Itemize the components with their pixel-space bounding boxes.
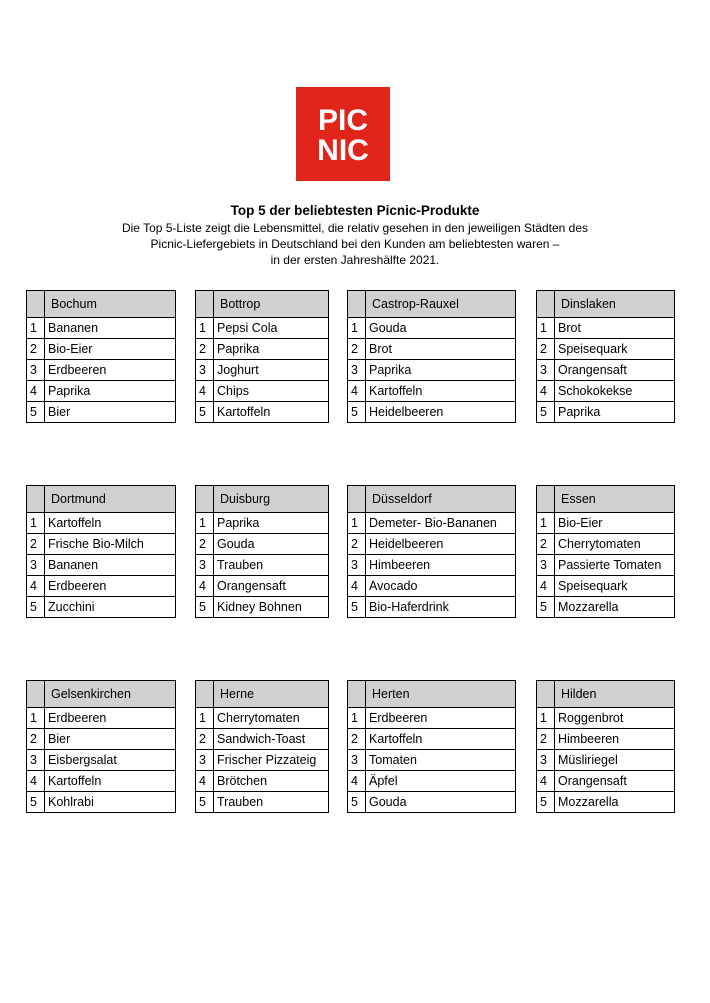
table-row: [27, 513, 176, 534]
product-name: Kartoffeln: [366, 729, 516, 750]
product-name: Heidelbeeren: [366, 534, 516, 555]
product-name: Eisbergsalat: [45, 750, 176, 771]
product-name: Gouda: [366, 792, 516, 813]
product-name: Kohlrabi: [45, 792, 176, 813]
city-table: [195, 680, 329, 813]
table-row: [537, 708, 675, 729]
rank-number: 5: [537, 402, 555, 423]
table-row: [348, 708, 516, 729]
table-row: [537, 792, 675, 813]
product-name: Joghurt: [214, 360, 329, 381]
rank-number: 3: [27, 360, 45, 381]
product-name: Tomaten: [366, 750, 516, 771]
rank-number: 5: [348, 402, 366, 423]
city-name: Herten: [366, 681, 516, 708]
table-corner-cell: [537, 681, 555, 708]
rank-number: 2: [27, 339, 45, 360]
city-table: [26, 680, 176, 813]
table-row: [27, 534, 176, 555]
rank-number: 1: [196, 318, 214, 339]
product-name: Gouda: [214, 534, 329, 555]
city-name: Dinslaken: [555, 291, 675, 318]
table-row: [27, 750, 176, 771]
product-name: Kartoffeln: [214, 402, 329, 423]
table-corner-cell: [27, 681, 45, 708]
city-table: [347, 680, 516, 813]
page-description: Die Top 5-Liste zeigt die Lebensmittel, die relativ gesehen in den jeweiligen Städten des Picnic-Liefergebiets in Deutschland bei den Kunden am beliebtesten waren – in der ersten Jahreshälfte 2021.: [121, 221, 589, 267]
table-row: [537, 576, 675, 597]
heading-block: [0, 203, 710, 268]
city-table: [195, 290, 329, 423]
logo-line-2: NIC: [317, 134, 369, 167]
rank-number: 2: [27, 534, 45, 555]
table-row: [196, 381, 329, 402]
table-corner-cell: [537, 486, 555, 513]
rank-number: 5: [348, 792, 366, 813]
table-row: [196, 513, 329, 534]
rank-number: 5: [27, 402, 45, 423]
table-row: [537, 402, 675, 423]
rank-number: 3: [348, 555, 366, 576]
table-row: [196, 402, 329, 423]
table-row: [27, 555, 176, 576]
rank-number: 1: [348, 708, 366, 729]
table-row: [196, 576, 329, 597]
table-row: [196, 339, 329, 360]
table-row: [196, 597, 329, 618]
product-name: Chips: [214, 381, 329, 402]
table-row: [537, 771, 675, 792]
table-row: [348, 771, 516, 792]
rank-number: 4: [348, 576, 366, 597]
product-name: Bananen: [45, 555, 176, 576]
table-row: [27, 576, 176, 597]
product-name: Orangensaft: [555, 771, 675, 792]
table-row: [537, 729, 675, 750]
rank-number: 2: [196, 534, 214, 555]
rank-number: 1: [537, 513, 555, 534]
table-row: [348, 750, 516, 771]
rank-number: 1: [537, 318, 555, 339]
product-name: Kartoffeln: [45, 771, 176, 792]
product-name: Bio-Haferdrink: [366, 597, 516, 618]
city-name: Bochum: [45, 291, 176, 318]
product-name: Paprika: [555, 402, 675, 423]
city-name: Düsseldorf: [366, 486, 516, 513]
table-row: [27, 339, 176, 360]
city-table: [347, 290, 516, 423]
product-name: Erdbeeren: [45, 576, 176, 597]
rank-number: 4: [348, 771, 366, 792]
table-corner-cell: [348, 291, 366, 318]
product-name: Brot: [555, 318, 675, 339]
product-name: Gouda: [366, 318, 516, 339]
rank-number: 5: [196, 597, 214, 618]
table-row: [196, 729, 329, 750]
table-row: [27, 708, 176, 729]
rank-number: 4: [537, 381, 555, 402]
table-row: [537, 318, 675, 339]
product-name: Himbeeren: [366, 555, 516, 576]
product-name: Frische Bio-Milch: [45, 534, 176, 555]
city-name: Herne: [214, 681, 329, 708]
table-row: [537, 534, 675, 555]
rank-number: 5: [27, 792, 45, 813]
table-row: [348, 576, 516, 597]
city-table: [26, 290, 176, 423]
logo-line-1: PIC: [317, 104, 369, 137]
city-table: [536, 680, 675, 813]
city-table: [195, 485, 329, 618]
product-name: Kartoffeln: [45, 513, 176, 534]
city-name: Essen: [555, 486, 675, 513]
table-row: [348, 729, 516, 750]
table-row: [196, 771, 329, 792]
table-row: [196, 708, 329, 729]
rank-number: 2: [348, 729, 366, 750]
rank-number: 4: [27, 381, 45, 402]
rank-number: 3: [348, 750, 366, 771]
picnic-logo: [296, 87, 390, 181]
table-row: [196, 534, 329, 555]
city-table: [536, 290, 675, 423]
table-row: [27, 729, 176, 750]
product-name: Mozzarella: [555, 597, 675, 618]
product-name: Frischer Pizzateig: [214, 750, 329, 771]
rank-number: 1: [348, 318, 366, 339]
product-name: Bier: [45, 402, 176, 423]
product-name: Brötchen: [214, 771, 329, 792]
rank-number: 3: [537, 360, 555, 381]
page-title: Top 5 der beliebtesten Picnic-Produkte: [230, 203, 480, 218]
table-corner-cell: [537, 291, 555, 318]
rank-number: 2: [537, 534, 555, 555]
rank-number: 3: [196, 555, 214, 576]
rank-number: 5: [537, 597, 555, 618]
city-name: Gelsenkirchen: [45, 681, 176, 708]
city-table: [26, 485, 176, 618]
rank-number: 1: [27, 513, 45, 534]
table-row: [27, 360, 176, 381]
product-name: Bananen: [45, 318, 176, 339]
table-row: [348, 339, 516, 360]
table-row: [348, 534, 516, 555]
rank-number: 5: [27, 597, 45, 618]
table-row: [348, 792, 516, 813]
rank-number: 3: [196, 360, 214, 381]
product-name: Orangensaft: [555, 360, 675, 381]
product-name: Bier: [45, 729, 176, 750]
table-row: [196, 318, 329, 339]
rank-number: 2: [537, 339, 555, 360]
product-name: Erdbeeren: [45, 708, 176, 729]
product-name: Paprika: [366, 360, 516, 381]
rank-number: 5: [537, 792, 555, 813]
table-row: [348, 513, 516, 534]
city-name: Dortmund: [45, 486, 176, 513]
rank-number: 1: [348, 513, 366, 534]
product-name: Trauben: [214, 792, 329, 813]
rank-number: 5: [348, 597, 366, 618]
product-name: Mozzarella: [555, 792, 675, 813]
product-name: Kidney Bohnen: [214, 597, 329, 618]
product-name: Trauben: [214, 555, 329, 576]
product-name: Müsliriegel: [555, 750, 675, 771]
table-corner-cell: [196, 291, 214, 318]
table-row: [348, 318, 516, 339]
product-name: Sandwich-Toast: [214, 729, 329, 750]
product-name: Orangensaft: [214, 576, 329, 597]
product-name: Himbeeren: [555, 729, 675, 750]
table-row: [27, 597, 176, 618]
table-row: [537, 750, 675, 771]
rank-number: 4: [196, 771, 214, 792]
product-name: Cherrytomaten: [214, 708, 329, 729]
product-name: Paprika: [214, 339, 329, 360]
table-row: [27, 402, 176, 423]
table-row: [537, 360, 675, 381]
rank-number: 5: [196, 792, 214, 813]
city-table: [347, 485, 516, 618]
product-name: Zucchini: [45, 597, 176, 618]
table-row: [196, 792, 329, 813]
rank-number: 4: [348, 381, 366, 402]
product-name: Bio-Eier: [555, 513, 675, 534]
product-name: Bio-Eier: [45, 339, 176, 360]
rank-number: 4: [27, 771, 45, 792]
rank-number: 4: [196, 381, 214, 402]
table-row: [27, 792, 176, 813]
rank-number: 3: [27, 555, 45, 576]
table-row: [537, 381, 675, 402]
table-corner-cell: [348, 486, 366, 513]
rank-number: 1: [27, 318, 45, 339]
table-row: [537, 555, 675, 576]
table-row: [348, 381, 516, 402]
product-name: Äpfel: [366, 771, 516, 792]
rank-number: 4: [537, 771, 555, 792]
product-name: Speisequark: [555, 576, 675, 597]
rank-number: 1: [27, 708, 45, 729]
product-name: Roggenbrot: [555, 708, 675, 729]
table-corner-cell: [348, 681, 366, 708]
rank-number: 5: [196, 402, 214, 423]
product-name: Pepsi Cola: [214, 318, 329, 339]
rank-number: 2: [348, 339, 366, 360]
product-name: Heidelbeeren: [366, 402, 516, 423]
table-row: [196, 360, 329, 381]
rank-number: 4: [537, 576, 555, 597]
product-name: Paprika: [45, 381, 176, 402]
table-row: [27, 771, 176, 792]
rank-number: 3: [537, 555, 555, 576]
rank-number: 2: [27, 729, 45, 750]
table-corner-cell: [196, 681, 214, 708]
rank-number: 1: [537, 708, 555, 729]
product-name: Speisequark: [555, 339, 675, 360]
city-name: Bottrop: [214, 291, 329, 318]
product-name: Cherrytomaten: [555, 534, 675, 555]
table-corner-cell: [27, 291, 45, 318]
city-name: Castrop-Rauxel: [366, 291, 516, 318]
rank-number: 2: [537, 729, 555, 750]
rank-number: 4: [196, 576, 214, 597]
city-table: [536, 485, 675, 618]
city-name: Hilden: [555, 681, 675, 708]
table-row: [196, 750, 329, 771]
product-name: Passierte Tomaten: [555, 555, 675, 576]
rank-number: 2: [348, 534, 366, 555]
product-name: Brot: [366, 339, 516, 360]
city-name: Duisburg: [214, 486, 329, 513]
product-name: Demeter- Bio-Bananen: [366, 513, 516, 534]
rank-number: 1: [196, 708, 214, 729]
table-row: [348, 402, 516, 423]
rank-number: 3: [196, 750, 214, 771]
table-row: [537, 513, 675, 534]
table-row: [196, 555, 329, 576]
table-corner-cell: [196, 486, 214, 513]
rank-number: 3: [537, 750, 555, 771]
rank-number: 2: [196, 729, 214, 750]
product-name: Schokokekse: [555, 381, 675, 402]
rank-number: 4: [27, 576, 45, 597]
rank-number: 2: [196, 339, 214, 360]
table-corner-cell: [27, 486, 45, 513]
product-name: Kartoffeln: [366, 381, 516, 402]
table-row: [27, 318, 176, 339]
table-row: [348, 555, 516, 576]
table-row: [348, 360, 516, 381]
table-row: [537, 597, 675, 618]
rank-number: 3: [27, 750, 45, 771]
product-name: Paprika: [214, 513, 329, 534]
table-row: [27, 381, 176, 402]
table-row: [537, 339, 675, 360]
product-name: Erdbeeren: [366, 708, 516, 729]
product-name: Erdbeeren: [45, 360, 176, 381]
product-name: Avocado: [366, 576, 516, 597]
rank-number: 1: [196, 513, 214, 534]
rank-number: 3: [348, 360, 366, 381]
table-row: [348, 597, 516, 618]
